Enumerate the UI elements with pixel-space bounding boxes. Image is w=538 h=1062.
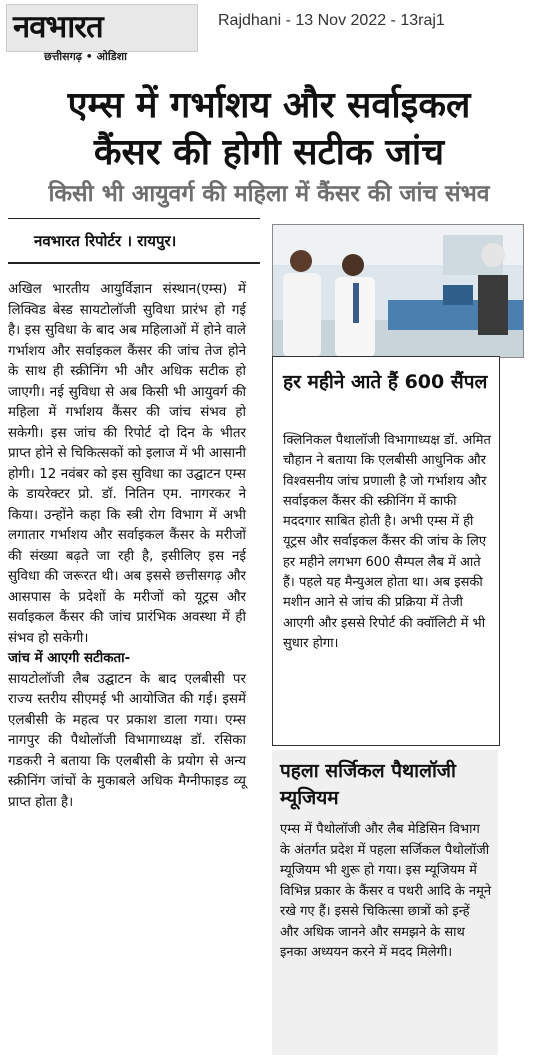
byline-rule-bottom xyxy=(8,262,260,264)
brand-name: नवभारत xyxy=(13,9,103,45)
masthead xyxy=(0,0,538,66)
byline: नवभारत रिपोर्टर । रायपुर। xyxy=(34,232,177,250)
logo-regions: छत्तीसगढ़ • ओडिशा xyxy=(44,50,127,63)
byline-rule-top xyxy=(8,218,260,219)
headline xyxy=(0,82,538,176)
headline-line-1: एम्स में गर्भाशय और सर्वाइकल xyxy=(67,84,471,126)
body-inline-subhead: जांच में आएगी सटीकता- xyxy=(8,651,131,666)
sidebar-box-museum xyxy=(272,750,498,1055)
lab-photo xyxy=(272,224,524,358)
headline-line-2: कैंसर की होगी सटीक जांच xyxy=(93,131,445,173)
body-paragraph-1: अखिल भारतीय आयुर्विज्ञान संस्थान(एम्स) में लिक्विड बेस्ड सायटोलॉजी सुविधा प्रारंभ हो गई है। इस सुविधा के बाद अब महिलाओं में होने वाले गर्भाशय और सर्वाइकल कैंसर की जांच तेज होने के साथ ही स्क्रीनिंग भी और अधिक सटीक हो जाएगी। नई सुविधा से अब किसी भी आयुवर्ग की महिला में गर्भाशय कैंसर की जांच संभव हो सकेगी। इस जांच की रिपोर्ट दो दिन के भीतर प्राप्त होने से चिकित्सकों को इलाज में भी आसानी होगी। 12 नवंबर को इस सुविधा का उद्घाटन एम्स के डायरेक्टर प्रो. डॉ. नितिन एम. नागरकर ने किया। उन्होंने कहा कि स्त्री रोग विभाग में अभी लगातार गर्भाशय और सर्वाइकल कैंसर के मरीजों की संख्या बढ़ते जा रही है, इसीलिए इस नई सुविधा की जरूरत थी। अब इससे छत्तीसगढ़ और आसपास के प्रदेशों के मरीजों को यूट्रस और सर्वाइकल कैंसर की जांच प्रारंभिक अवस्था में ही संभव हो सकेगी। xyxy=(8,282,246,646)
edition-line: Rajdhani - 13 Nov 2022 - 13raj1 xyxy=(218,12,445,29)
sidebar-box-samples-title: हर महीने आते हैं 600 सैंपल xyxy=(283,371,488,393)
body-paragraph-2: सायटोलॉजी लैब उद्घाटन के बाद एलबीसी पर राज्य स्तरीय सीएमई भी आयोजित की गई। इसमें एलबीसी के महत्व पर प्रकाश डाला गया। एम्स नागपुर की पैथोलॉजी विभागाध्यक्ष डॉ. रसिका गडकरी ने बताया कि एलबीसी के प्रयोग से अन्य स्क्रीनिंग जांचों के मुकाबले अधिक मैग्नीफाइड व्यू प्राप्त होता है। xyxy=(8,671,246,810)
subheadline: किसी भी आयुवर्ग की महिला में कैंसर की जांच संभव xyxy=(48,181,490,207)
article-body xyxy=(8,280,246,813)
lab-photo-illustration xyxy=(273,225,523,357)
sidebar-box-samples xyxy=(272,356,500,746)
sidebar-box-museum-title: पहला सर्जिकल पैथालॉजी म्यूजियम xyxy=(280,760,456,809)
sidebar-box-samples-body: क्लिनिकल पैथालॉजी विभागाध्यक्ष डॉ. अमित चौहान ने बताया कि एलबीसी आधुनिक और विश्वसनीय जांच प्रणाली है जो गर्भाशय और सर्वाइकल कैंसर की स्क्रीनिंग में काफी मददगार साबित होती है। अभी एम्स में ही यूट्रस और सर्वाइकल कैंसर की जांच के लिए हर महीने लगभग 600 सैम्पल लैब में आते हैं। पहले यह मैन्युअल होता था। अब इसकी मशीन आने से जांच की प्रक्रिया में तेजी आएगी और इससे रिपोर्ट की क्वॉलिटी में भी सुधार होगा। xyxy=(283,433,491,651)
sidebar-box-museum-body: एम्स में पैथोलॉजी और लैब मेडिसिन विभाग के अंतर्गत प्रदेश में पहला सर्जिकल पैथोलॉजी म्यूजियम भी शुरू हो गया। इस म्यूजियम में विभिन्न प्रकार के कैंसर व पथरी आदि के नमूने रखे गए हैं। इससे चिकित्सा छात्रों को इन्हें और अधिक जानने और समझने के साथ इनका अध्ययन करने में मदद मिलेगी। xyxy=(280,822,492,960)
newspaper-logo xyxy=(6,4,198,52)
